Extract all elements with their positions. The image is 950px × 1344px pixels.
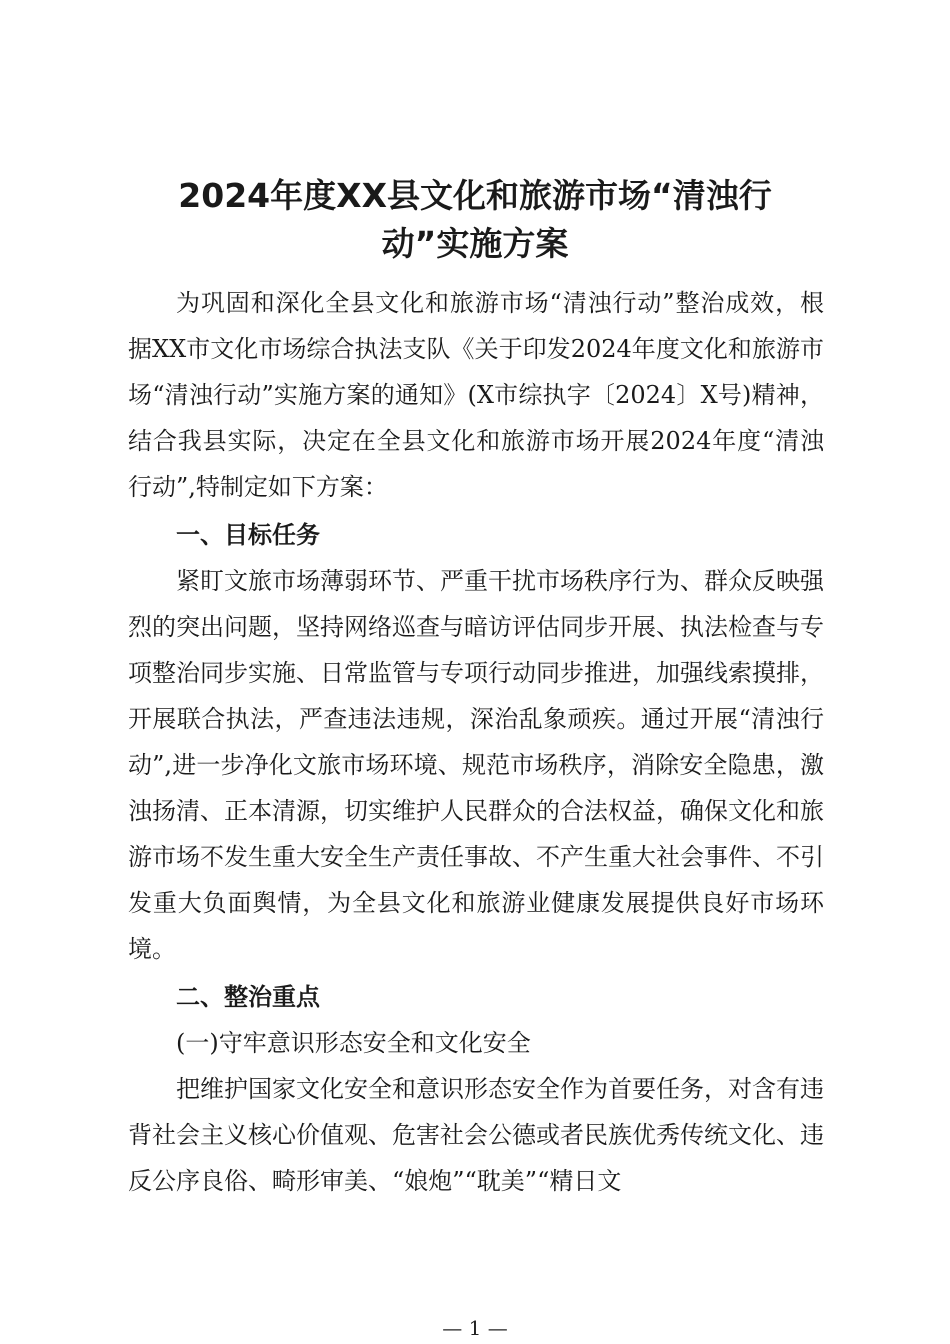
section-body-goals: 紧盯文旅市场薄弱环节、严重干扰市场秩序行为、群众反映强烈的突出问题，坚持网络巡查与暗访评估同步开展、执法检查与专项整治同步实施、日常监管与专项行动同步推进，加强线索摸排，开展联合执法，严查违法违规，深治乱象顽疾。通过开展“清浊行动”,进一步净化文旅市场环境、规范市场秩序，消除安全隐患，激浊扬清、正本清源，切实维护人民群众的合法权益，确保文化和旅游市场不发生重大安全生产责任事故、不产生重大社会事件、不引发重大负面舆情，为全县文化和旅游业健康发展提供良好市场环境。 [128,567,824,963]
intro-paragraph: 为巩固和深化全县文化和旅游市场“清浊行动”整治成效，根据XX市文化市场综合执法支队《关于印发2024年度文化和旅游市场“清浊行动”实施方案的通知》(X市综执字〔2024〕X号)精神，结合我县实际，决定在全县文化和旅游市场开展2024年度“清浊行动”,特制定如下方案： [128,289,824,501]
document-title-line-1: 2024年度XX县文化和旅游市场“清浊行 [178,176,772,215]
subsection-body-ideology: 把维护国家文化安全和意识形态安全作为首要任务，对含有违背社会主义核心价值观、危害社会公德或者民族优秀传统文化、违反公序良俗、畸形审美、“娘炮”“耽美”“精日文 [128,1075,824,1195]
subsection-heading-ideology: (一)守牢意识形态安全和文化安全 [176,1029,531,1057]
document-title-line-2: 动”实施方案 [381,224,569,263]
page-number: — 1 — [442,1316,508,1340]
section-heading-focus: 二、整治重点 [176,983,320,1011]
document-body [128,280,824,1204]
section-heading-goals: 一、目标任务 [176,521,320,549]
